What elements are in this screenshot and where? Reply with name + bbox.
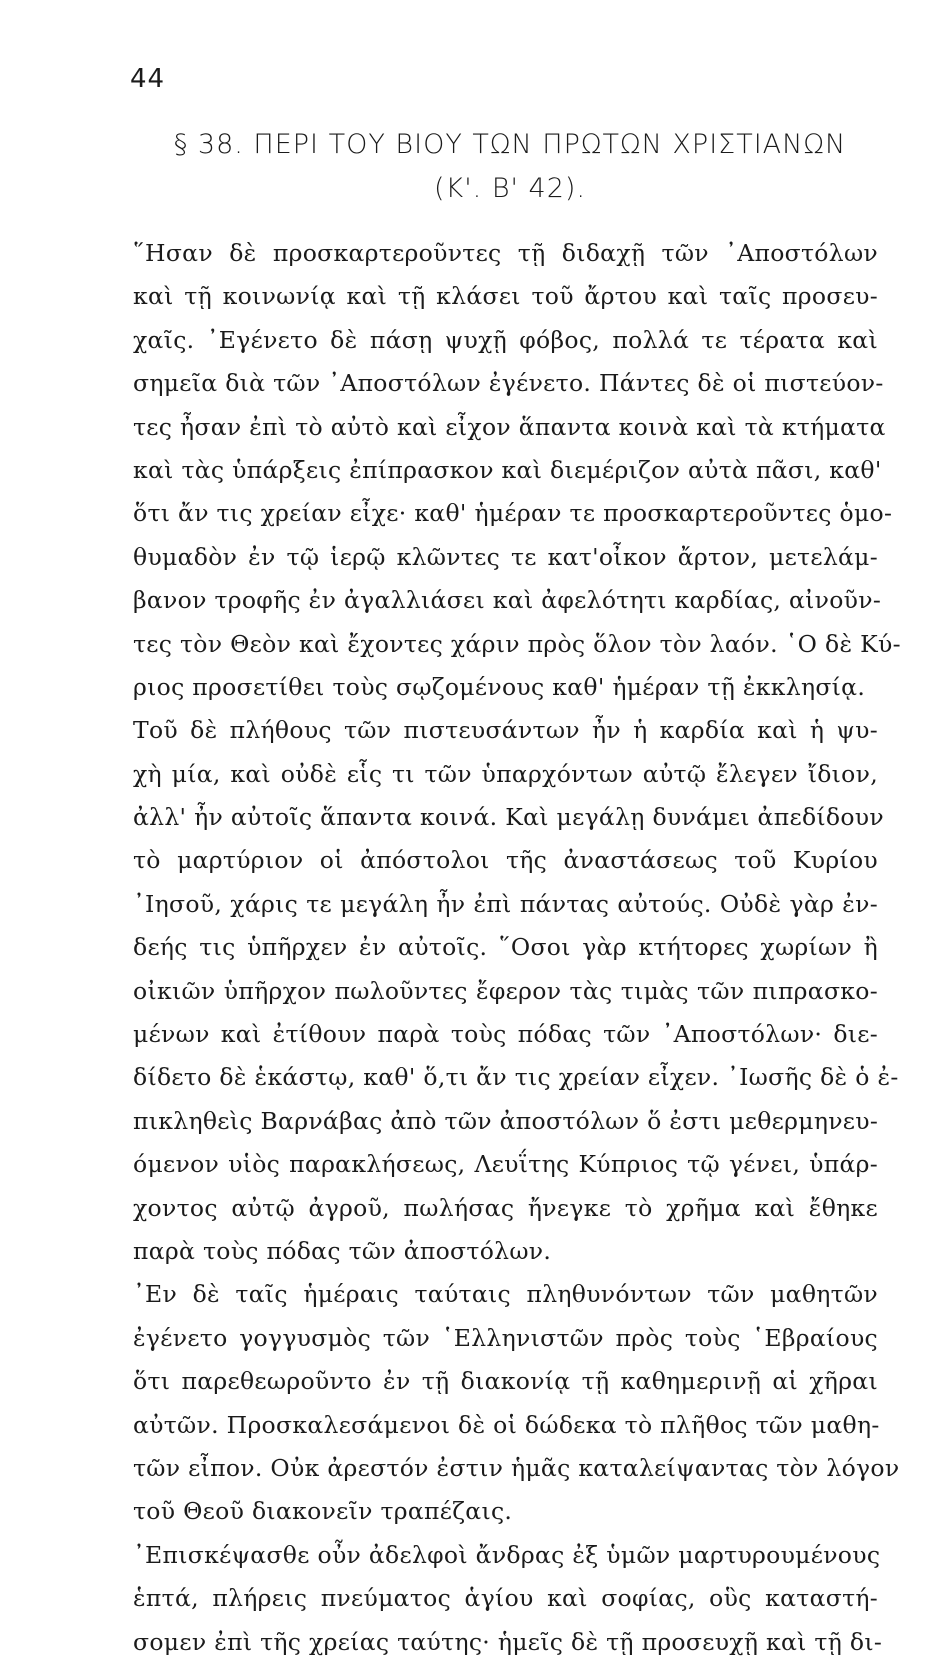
body-text — [133, 232, 901, 1664]
text-line: χὴ μία, καὶ οὐδὲ εἷς τι τῶν ὑπαρχόντων αὐτῷ ἔλεγεν ἴδιον, — [133, 759, 878, 788]
text-line: ἐγένετο γογγυσμὸς τῶν ῾Ελληνιστῶν πρὸς τοὺς ῾Εβραίους — [133, 1323, 878, 1352]
text-line: ὅτι ἄν τις χρείαν εἶχε· καθ' ἡμέραν τε προσκαρτεροῦντες ὁμο- — [133, 499, 893, 528]
text-line: χοντος αὐτῷ ἀγροῦ, πωλήσας ἤνεγκε τὸ χρῆμα καὶ ἔθηκε — [133, 1193, 878, 1222]
text-line: ᾿Επισκέψασθε οὖν ἀδελφοὶ ἄνδρας ἐξ ὑμῶν μαρτυρουμένους — [133, 1540, 881, 1569]
section-title — [130, 123, 890, 211]
section-heading: § 38. ΠΕΡΙ ΤΟΥ ΒΙΟΥ ΤΩΝ ΠΡΩΤΩΝ ΧΡΙΣΤΙΑΝΩΝ — [173, 129, 847, 160]
text-line: δίδετο δὲ ἑκάστῳ, καθ' ὅ,τι ἄν τις χρείαν εἶχεν. ᾿Ιωσῆς δὲ ὁ ἐ- — [133, 1063, 899, 1092]
page-number: 44 — [130, 64, 166, 94]
text-line: Τοῦ δὲ πλήθους τῶν πιστευσάντων ἦν ἡ καρδία καὶ ἡ ψυ- — [133, 716, 878, 745]
text-line: αὐτῶν. Προσκαλεσάμενοι δὲ οἱ δώδεκα τὸ πλῆθος τῶν μαθη- — [133, 1410, 880, 1439]
section-reference: (Κ'. Β' 42). — [434, 173, 586, 204]
text-line: καὶ τὰς ὑπάρξεις ἐπίπρασκον καὶ διεμέριζον αὐτὰ πᾶσι, καθ' — [133, 455, 882, 484]
text-line: τῶν εἶπον. Οὐκ ἀρεστόν ἐστιν ἡμᾶς καταλείψαντας τὸν λόγον — [133, 1453, 900, 1482]
text-line: μένων καὶ ἐτίθουν παρὰ τοὺς πόδας τῶν ᾿Αποστόλων· διε- — [133, 1020, 878, 1049]
text-line: τες ἦσαν ἐπὶ τὸ αὐτὸ καὶ εἶχον ἅπαντα κοινὰ καὶ τὰ κτήματα — [133, 412, 886, 441]
text-line: θυμαδὸν ἐν τῷ ἱερῷ κλῶντες τε κατ'οἶκον ἄρτον, μετελάμ- — [133, 542, 878, 571]
text-line: ἀλλ' ἦν αὐτοῖς ἅπαντα κοινά. Καὶ μεγάλῃ δυνάμει ἀπεδίδουν — [133, 803, 884, 832]
text-line: τες τὸν Θεὸν καὶ ἔχοντες χάριν πρὸς ὅλον τὸν λαόν. ῾Ο δὲ Κύ- — [133, 629, 901, 658]
text-line: καὶ τῇ κοινωνίᾳ καὶ τῇ κλάσει τοῦ ἄρτου καὶ ταῖς προσευ- — [133, 282, 878, 311]
text-line: ὅτι παρεθεωροῦντο ἐν τῇ διακονίᾳ τῇ καθημερινῇ αἱ χῆραι — [133, 1367, 878, 1396]
text-line: ῞Ησαν δὲ προσκαρτεροῦντες τῇ διδαχῇ τῶν ᾿Αποστόλων — [133, 239, 878, 267]
text-line: σημεῖα διὰ τῶν ᾿Αποστόλων ἐγένετο. Πάντες δὲ οἱ πιστεύον- — [133, 369, 884, 398]
text-line: σομεν ἐπὶ τῆς χρείας ταύτης· ἡμεῖς δὲ τῇ προσευχῇ καὶ τῇ δι- — [133, 1627, 883, 1656]
text-line: χαῖς. ᾿Εγένετο δὲ πάσῃ ψυχῇ φόβος, πολλά τε τέρατα καὶ — [133, 325, 878, 354]
text-line: βανον τροφῆς ἐν ἀγαλλιάσει καὶ ἀφελότητι καρδίας, αἰνοῦν- — [133, 586, 882, 615]
text-line: ᾿Ιησοῦ, χάρις τε μεγάλη ἦν ἐπὶ πάντας αὐτούς. Οὐδὲ γὰρ ἐν- — [133, 889, 878, 918]
text-line: ᾿Εν δὲ ταῖς ἡμέραις ταύταις πληθυνόντων τῶν μαθητῶν — [133, 1280, 878, 1309]
text-line: όμενον υἱὸς παρακλήσεως, Λευΐτης Κύπριος τῷ γένει, ὑπάρ- — [133, 1150, 878, 1179]
text-line: παρὰ τοὺς πόδας τῶν ἀποστόλων. — [133, 1236, 552, 1265]
text-line: ριος προσετίθει τοὺς σῳζομένους καθ' ἡμέραν τῇ ἐκκλησίᾳ. — [133, 672, 866, 701]
text-line: τὸ μαρτύριον οἱ ἀπόστολοι τῆς ἀναστάσεως τοῦ Κυρίου — [133, 846, 878, 875]
text-line: ἑπτά, πλήρεις πνεύματος ἁγίου καὶ σοφίας, οὓς καταστή- — [133, 1584, 878, 1613]
text-line: τοῦ Θεοῦ διακονεῖν τραπέζαις. — [133, 1497, 513, 1526]
text-line: πικληθεὶς Βαρνάβας ἀπὸ τῶν ἀποστόλων ὅ ἐστι μεθερμηνευ- — [133, 1106, 879, 1135]
text-line: δεής τις ὑπῆρχεν ἐν αὐτοῖς. ῞Οσοι γὰρ κτήτορες χωρίων ἢ — [133, 933, 878, 962]
text-line: οἰκιῶν ὑπῆρχον πωλοῦντες ἔφερον τὰς τιμὰς τῶν πιπρασκο- — [133, 976, 878, 1005]
